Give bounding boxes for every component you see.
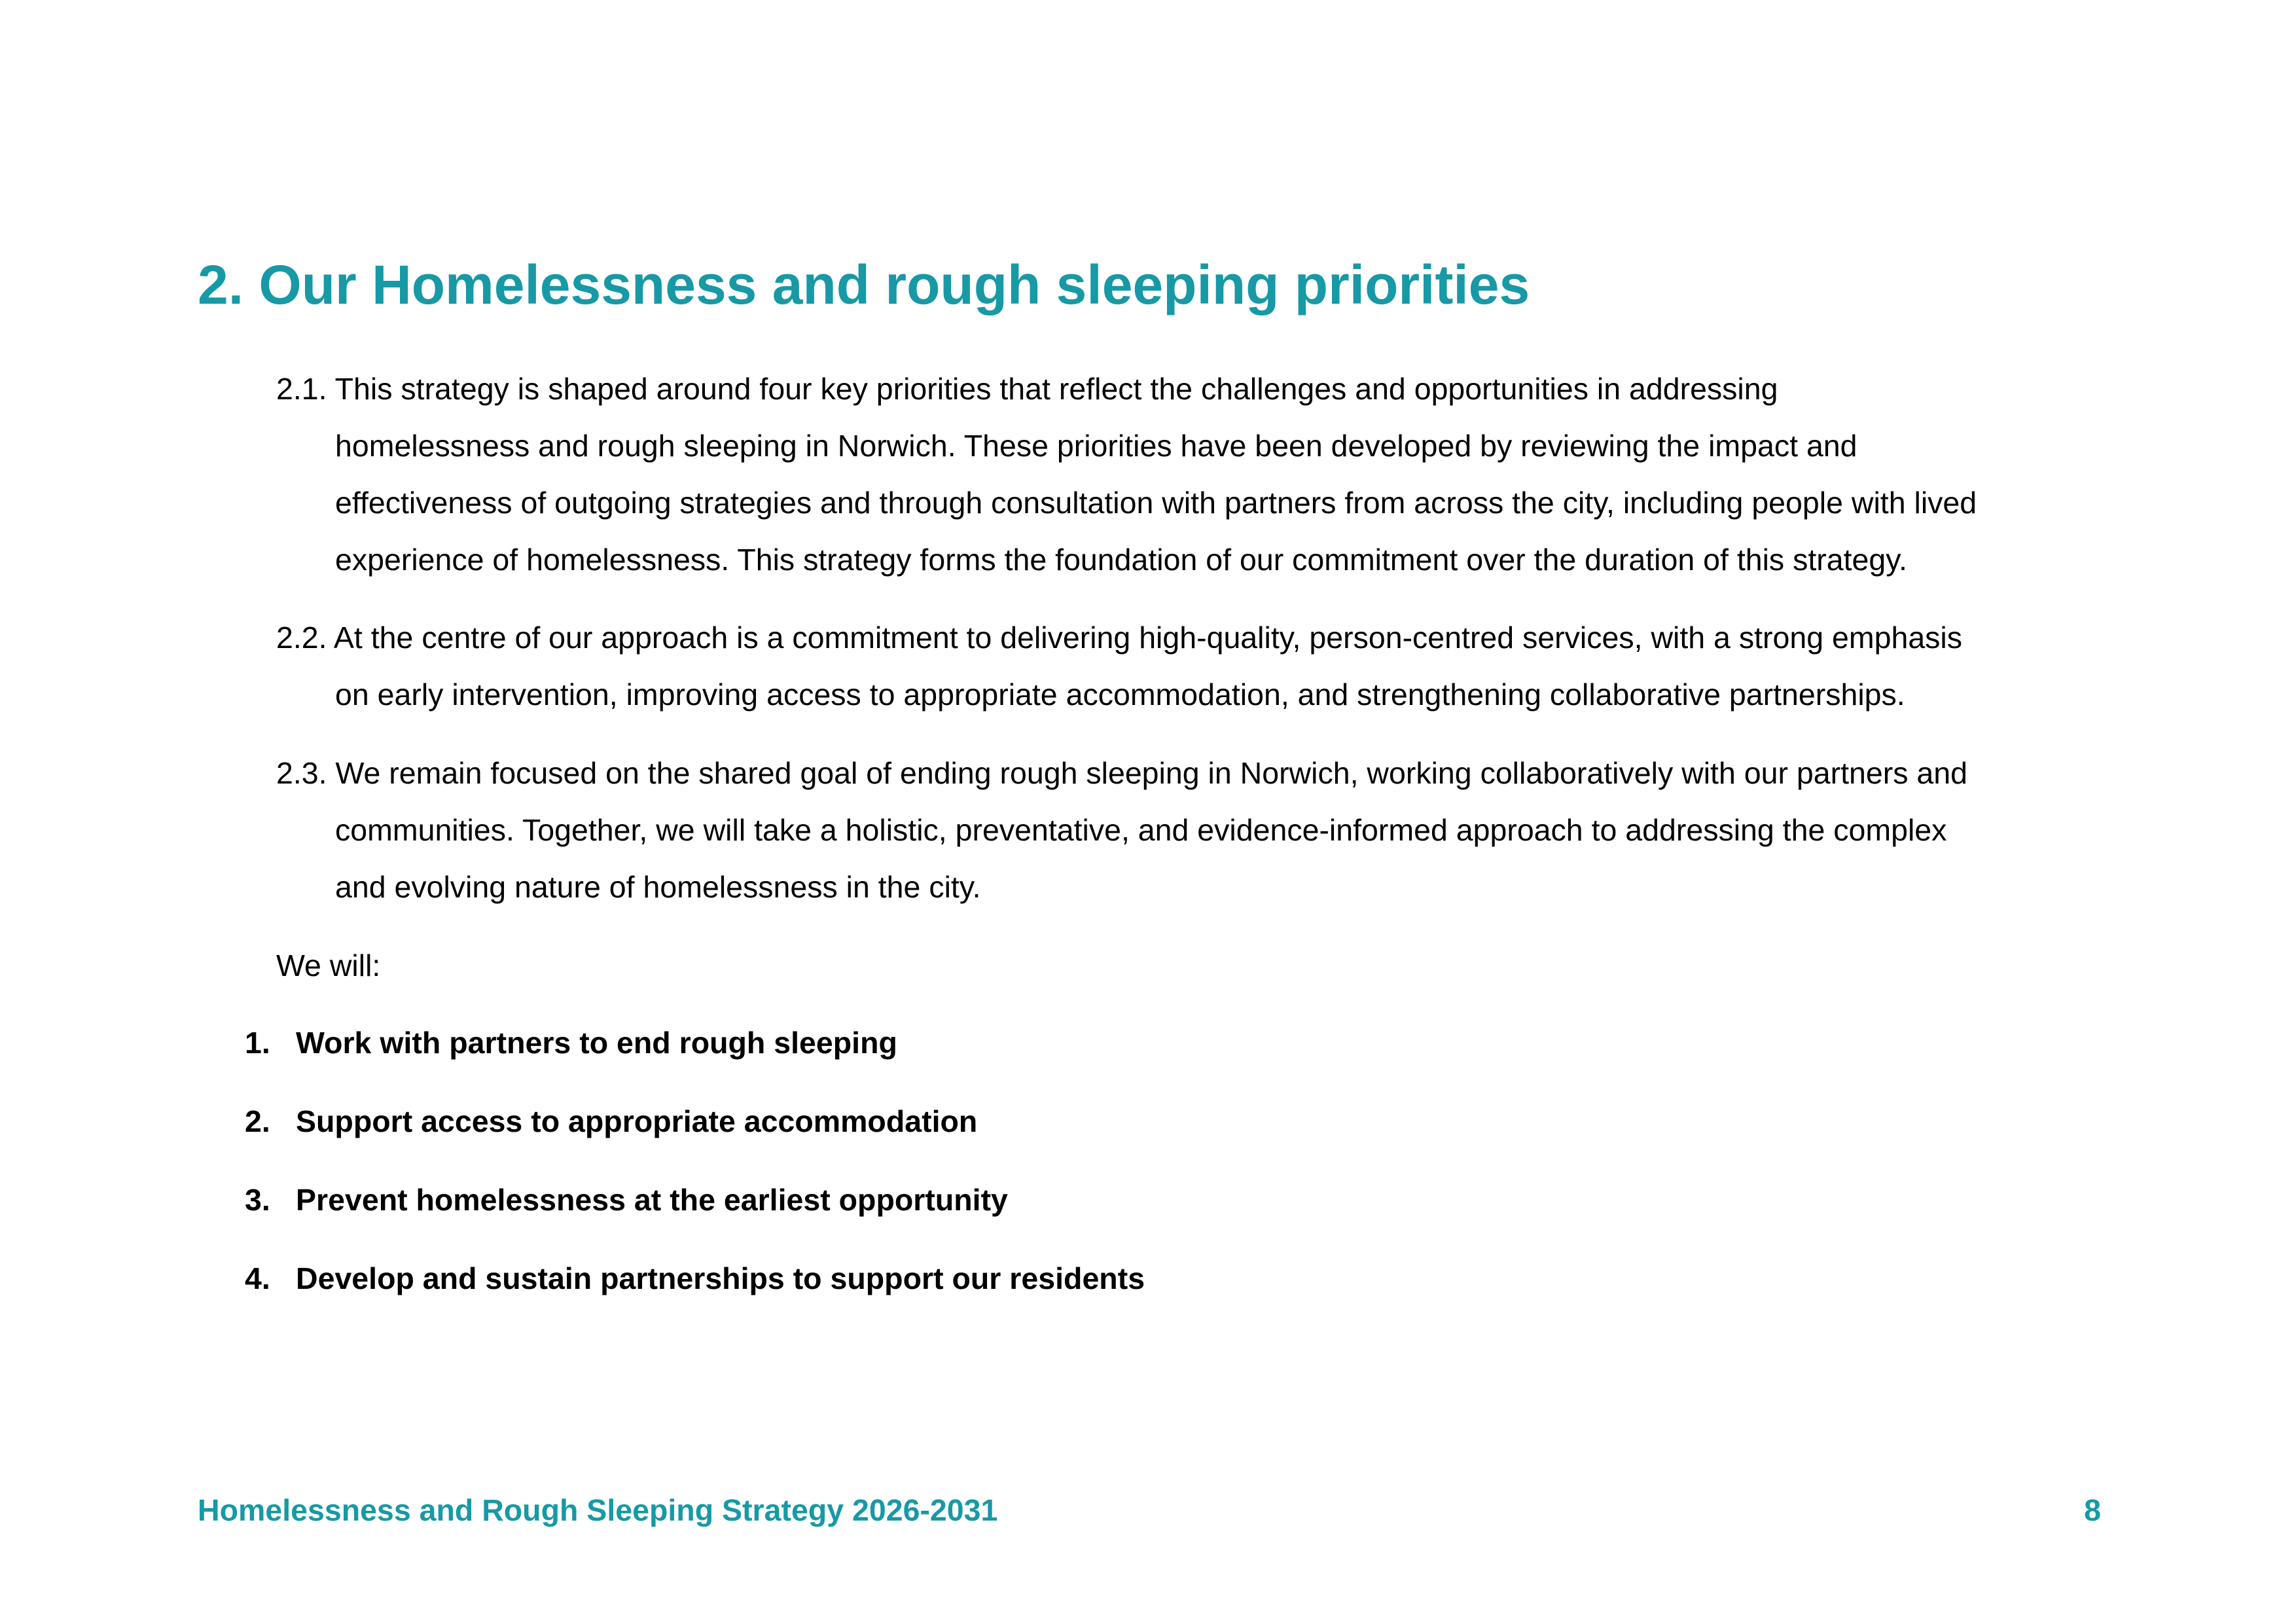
priority-item xyxy=(245,1015,1145,1093)
footer-document-title: Homelessness and Rough Sleeping Strategy 2026-2031 xyxy=(198,1493,998,1527)
paragraph-2-2 xyxy=(276,609,2187,723)
priority-number: 4. xyxy=(245,1261,270,1295)
paragraph-2-1 xyxy=(276,361,2187,588)
paragraph-line: experience of homelessness. This strategy forms the foundation of our commitment over the duration of this strategy. xyxy=(335,543,1907,577)
priority-text: Prevent homelessness at the earliest opportunity xyxy=(296,1183,1008,1217)
paragraph-line: and evolving nature of homelessness in the city. xyxy=(335,870,981,904)
paragraph-line: homelessness and rough sleeping in Norwich. These priorities have been developed by reviewing the impact and xyxy=(335,429,1857,463)
paragraph-line: 2.2. At the centre of our approach is a commitment to delivering high-quality, person-centred services, with a strong emphasis xyxy=(276,621,1963,655)
page-number: 8 xyxy=(2084,1493,2101,1527)
priority-text: Work with partners to end rough sleeping xyxy=(296,1026,897,1060)
priorities-intro: We will: xyxy=(276,948,381,983)
priority-text: Support access to appropriate accommodation xyxy=(296,1104,978,1138)
paragraph-line: communities. Together, we will take a holistic, preventative, and evidence-informed approach to addressing the complex xyxy=(335,813,1947,847)
priority-item xyxy=(245,1250,1145,1329)
priority-number: 3. xyxy=(245,1183,270,1217)
paragraph-line: on early intervention, improving access to appropriate accommodation, and strengthening collaborative partnerships. xyxy=(335,677,1905,712)
priority-item xyxy=(245,1093,1145,1172)
priority-text: Develop and sustain partnerships to support our residents xyxy=(296,1261,1145,1295)
paragraph-2-3 xyxy=(276,745,2187,916)
paragraph-line: 2.1. This strategy is shaped around four key priorities that reflect the challenges and opportunities in addressing xyxy=(276,372,1778,406)
priority-number: 1. xyxy=(245,1026,270,1060)
priority-item xyxy=(245,1172,1145,1250)
section-heading: 2. Our Homelessness and rough sleeping priorities xyxy=(198,254,1530,316)
priorities-list xyxy=(245,1015,1145,1329)
paragraph-line: effectiveness of outgoing strategies and through consultation with partners from across the city, including people with lived xyxy=(335,486,1977,520)
paragraph-line: 2.3. We remain focused on the shared goal of ending rough sleeping in Norwich, working collaboratively with our partners and xyxy=(276,756,1967,790)
priority-number: 2. xyxy=(245,1104,270,1138)
